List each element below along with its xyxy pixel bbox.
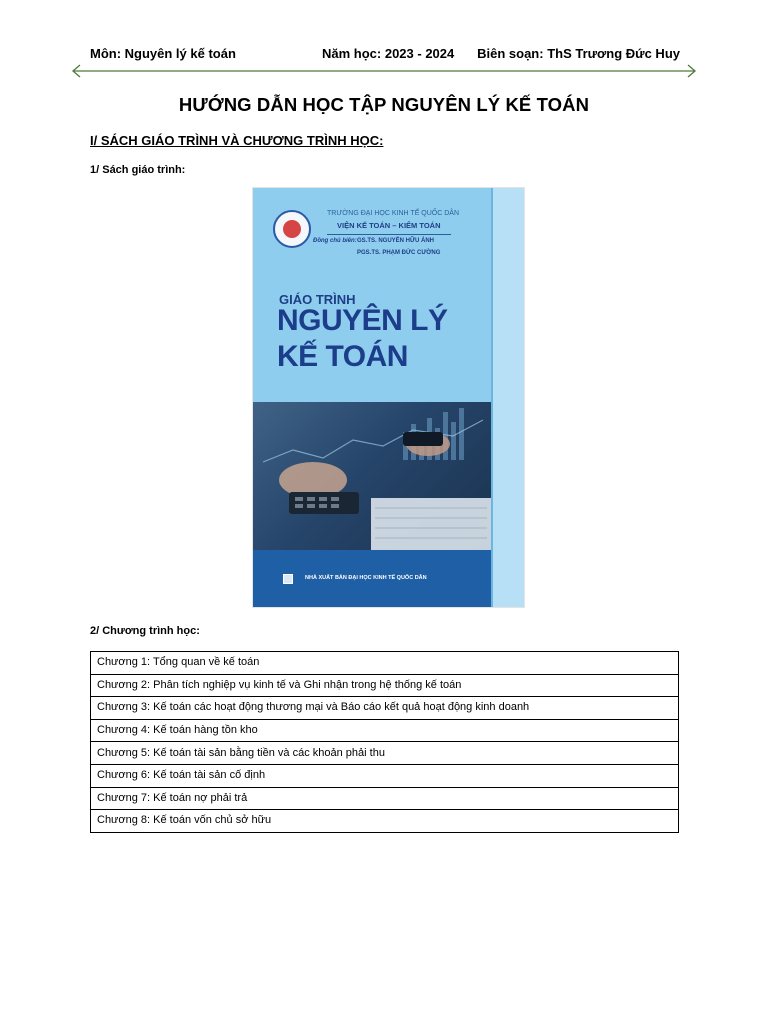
cover-publisher: NHÀ XUẤT BẢN ĐẠI HỌC KINH TẾ QUỐC DÂN — [305, 575, 427, 581]
chapter-cell: Chương 3: Kế toán các hoạt động thương mại và Báo cáo kết quả hoạt động kinh doanh — [91, 697, 679, 720]
cover-editor-1: GS.TS. NGUYỄN HỮU ÁNH — [357, 238, 434, 244]
table-row — [91, 719, 679, 742]
cover-editors-label: Đồng chủ biên: — [313, 238, 357, 244]
cover-title-line-2: KẾ TOÁN — [277, 340, 408, 373]
table-row — [91, 787, 679, 810]
cover-spine-line — [491, 188, 493, 607]
page-header — [90, 46, 680, 64]
chapter-cell: Chương 2: Phân tích nghiệp vụ kinh tế và Ghi nhận trong hệ thống kế toán — [91, 674, 679, 697]
table-row — [91, 742, 679, 765]
textbook-cover-image — [253, 188, 524, 607]
document-title: HƯỚNG DẪN HỌC TẬP NGUYÊN LÝ KẾ TOÁN — [178, 94, 590, 115]
header-subject: Môn: Nguyên lý kế toán — [90, 46, 236, 61]
header-divider-arrow — [70, 64, 698, 78]
chapter-cell: Chương 1: Tổng quan về kế toán — [91, 652, 679, 675]
cover-series: GIÁO TRÌNH — [279, 292, 356, 307]
header-author: Biên soạn: ThS Trương Đức Huy — [477, 46, 680, 61]
publisher-logo-icon — [283, 574, 293, 584]
cover-university: TRƯỜNG ĐẠI HỌC KINH TẾ QUỐC DÂN — [327, 210, 460, 217]
cover-title-line-1: NGUYÊN LÝ — [277, 304, 448, 337]
curriculum-label: 2/ Chương trình học: — [90, 625, 200, 637]
chapter-cell: Chương 4: Kế toán hàng tồn kho — [91, 719, 679, 742]
chapter-cell: Chương 6: Kế toán tài sản cố định — [91, 764, 679, 787]
table-row — [91, 697, 679, 720]
curriculum-table — [90, 651, 679, 833]
table-row — [91, 674, 679, 697]
cover-photo-accounting — [253, 402, 491, 550]
chapter-cell: Chương 5: Kế toán tài sản bằng tiền và các khoản phải thu — [91, 742, 679, 765]
cover-spine — [491, 188, 524, 607]
table-row — [91, 652, 679, 675]
section-heading: I/ SÁCH GIÁO TRÌNH VÀ CHƯƠNG TRÌNH HỌC: — [90, 133, 384, 148]
table-row — [91, 764, 679, 787]
header-year: Năm học: 2023 - 2024 — [322, 46, 455, 61]
table-row — [91, 810, 679, 833]
textbook-label: 1/ Sách giáo trình: — [90, 164, 186, 176]
cover-editor-2: PGS.TS. PHẠM ĐỨC CƯỜNG — [357, 250, 441, 256]
chapter-cell: Chương 8: Kế toán vốn chủ sở hữu — [91, 810, 679, 833]
university-logo-icon — [273, 210, 311, 248]
cover-institute: VIỆN KẾ TOÁN – KIỂM TOÁN — [337, 221, 441, 230]
cover-rule — [327, 234, 451, 235]
chapter-cell: Chương 7: Kế toán nợ phải trả — [91, 787, 679, 810]
